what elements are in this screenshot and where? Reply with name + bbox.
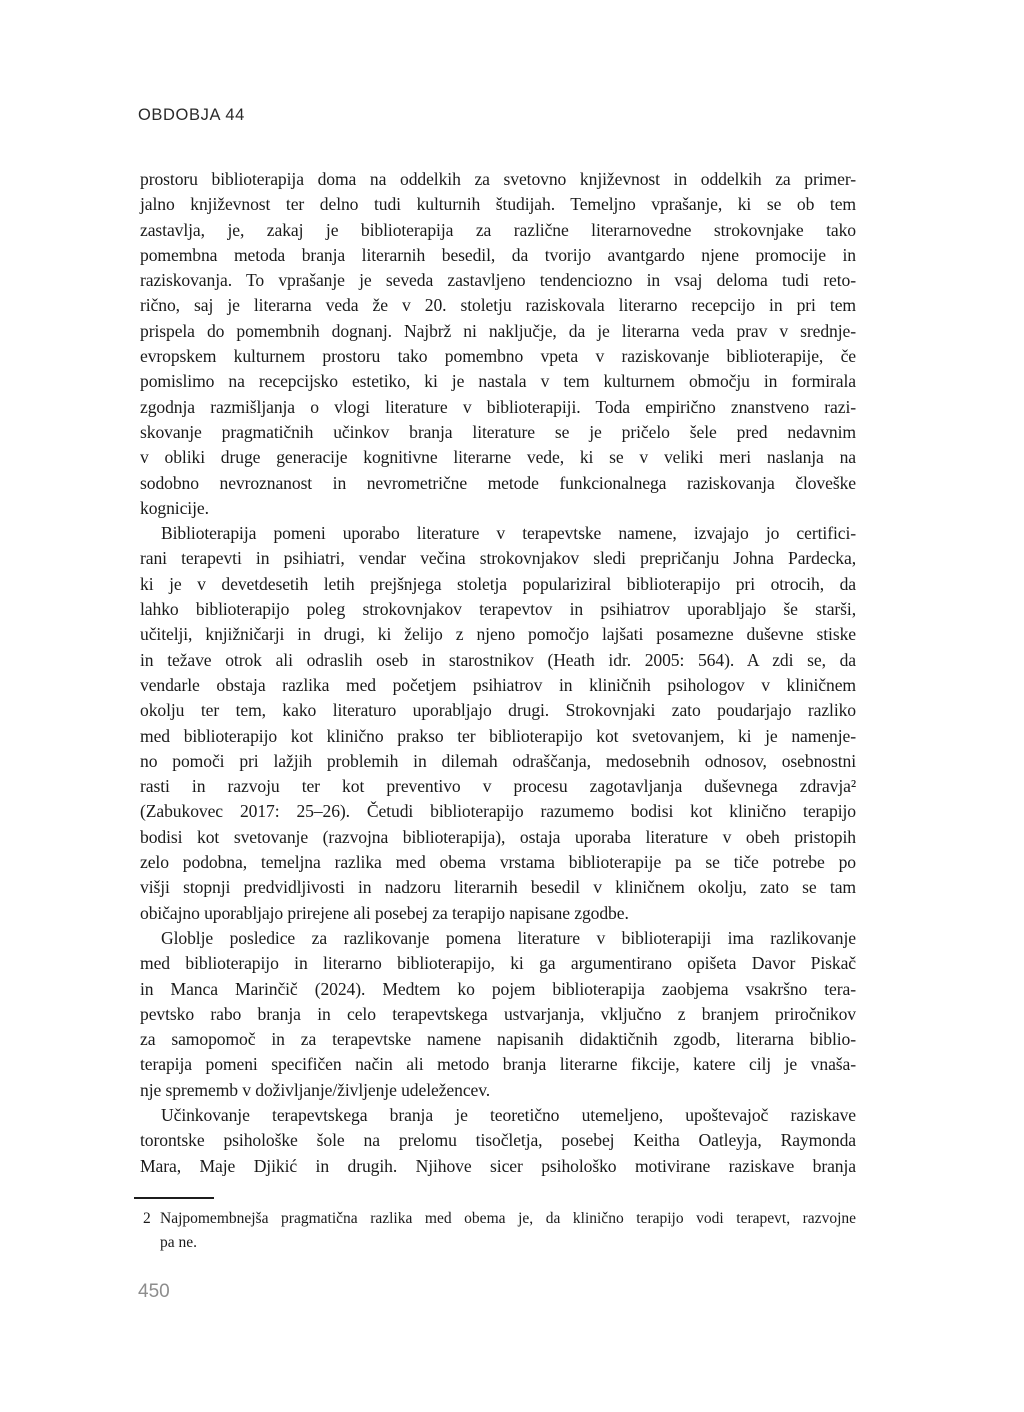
text-line: (Zabukovec 2017: 25–26). Četudi biblioterapijo razumemo bodisi kot klinično terapijo bbox=[140, 801, 856, 822]
text-line: zastavlja, je, zakaj je biblioterapija za različne literarnovedne strokovnjake tako bbox=[140, 219, 856, 240]
running-header: OBDOBJA 44 bbox=[138, 106, 245, 124]
text-line: ki je v devetdesetih letih prejšnjega stoletja populariziral biblioterapijo pri otrocih, da bbox=[140, 573, 856, 594]
text-line: rično, saj je literarna veda že v 20. stoletju raziskovala literarno recepcijo in pri tem bbox=[140, 295, 856, 316]
paragraph-4 bbox=[140, 1103, 856, 1179]
text-line: prostoru biblioterapija doma na oddelkih za svetovno književnost in oddelkih za primer- bbox=[140, 169, 856, 189]
footnote-text bbox=[140, 1207, 856, 1254]
text-line: rasti in razvoju ter kot preventivo v procesu zagotavljanja duševnega zdravja² bbox=[140, 776, 856, 797]
text-line: v obliki druge generacije kognitivne literarne vede, ki se v veliki meri naslanja na bbox=[140, 447, 856, 468]
text-line: nje sprememb v doživljanje/življenje udeležencev. bbox=[140, 1079, 491, 1100]
paragraph-1 bbox=[140, 167, 856, 521]
text-line: okolju ter tem, kako literaturo uporabljajo drugi. Strokovnjaki zato poudarjajo razliko bbox=[140, 700, 856, 721]
text-line: torontske psihološke šole na prelomu tisočletja, posebej Keitha Oatleyja, Raymonda bbox=[140, 1130, 856, 1151]
text-line: med biblioterapijo in literarno biblioterapijo, ki ga argumentirano opišeta Davor Piskač bbox=[140, 953, 856, 974]
text-line: vendarle obstaja razlika med početjem psihiatrov in kliničnih psihologov v kliničnem bbox=[140, 674, 856, 695]
text-line: kognicije. bbox=[140, 497, 209, 518]
text-line: skovanje pragmatičnih učinkov branja literature se je pričelo šele pred nedavnim bbox=[140, 421, 856, 442]
text-line: prispela do pomembnih dognanj. Najbrž ni naključje, da je literarna veda prav v srednje- bbox=[140, 320, 856, 341]
text-line: med biblioterapijo kot klinično prakso ter biblioterapijo kot svetovanjem, ki je namenje- bbox=[140, 725, 856, 746]
text-line: in Manca Marinčič (2024). Medtem ko pojem biblioterapija zaobjema vsakršno tera- bbox=[140, 978, 856, 999]
text-line: bodisi kot svetovanje (razvojna biblioterapija), ostaja uporaba literature v obeh pristopih bbox=[140, 826, 856, 847]
text-line: no pomoči pri lažjih problemih in dilemah odraščanja, medosebnih odnosov, osebnostni bbox=[140, 750, 856, 771]
text-line: Učinkovanje terapevtskega branja je teoretično utemeljeno, upoštevajoč raziskave bbox=[161, 1104, 856, 1125]
text-line: Mara, Maje Djikić in drugih. Njihove sicer psihološko motivirane raziskave branja bbox=[140, 1155, 856, 1176]
footnote-separator bbox=[134, 1197, 214, 1199]
text-line: višji stopnji predvidljivosti in nadzoru literarnih besedil v kliničnem okolju, zato se tam bbox=[140, 877, 856, 898]
paragraph-2 bbox=[140, 521, 856, 926]
body-text bbox=[140, 167, 856, 1179]
text-line: zgodnja razmišljanja o vlogi literature v biblioterapiji. Toda empirično znanstveno razi- bbox=[140, 396, 856, 417]
paragraph-3 bbox=[140, 926, 856, 1103]
text-line: raziskovanja. To vprašanje je seveda zastavljeno tendenciozno in vsaj deloma tudi reto- bbox=[140, 270, 856, 291]
text-line: Najpomembnejša pragmatična razlika med obema je, da klinično terapijo vodi terapevt, razvojne bbox=[160, 1210, 856, 1227]
text-line: učitelji, knjižničarji in drugi, ki želijo z njeno pomočjo lajšati posamezne duševne stiske bbox=[140, 624, 856, 645]
text-line: za samopomoč in za terapevtske namene napisanih didaktičnih zgodb, literarna biblio- bbox=[140, 1029, 856, 1050]
text-line: pevtsko rabo branja in celo terapevtskega ustvarjanja, vključno z branjem priročnikov bbox=[140, 1003, 856, 1024]
text-line: zelo podobna, temeljna razlika med obema vrstama biblioterapije pa se tiče potrebe po bbox=[140, 852, 856, 873]
text-line: pomislimo na recepcijsko estetiko, ki je nastala v tem kulturnem območju in formirala bbox=[140, 371, 856, 392]
page-number: 450 bbox=[138, 1281, 170, 1302]
text-line: Globlje posledice za razlikovanje pomena literature v biblioterapiji ima razlikovanje bbox=[161, 927, 856, 948]
text-line: in težave otrok ali odraslih oseb in starostnikov (Heath idr. 2005: 564). A zdi se, da bbox=[140, 649, 856, 670]
footnote bbox=[140, 1207, 856, 1254]
text-line: lahko biblioterapijo poleg strokovnjakov terapevtov in psihiatrov uporabljajo še starši, bbox=[140, 599, 856, 620]
footnote-number: 2 bbox=[143, 1210, 151, 1227]
text-line: sodobno nevroznanost in nevrometrične metode funkcionalnega raziskovanja človeške bbox=[140, 472, 856, 493]
text-line: običajno uporabljajo prirejene ali posebej za terapijo napisane zgodbe. bbox=[140, 902, 629, 923]
text-line: Biblioterapija pomeni uporabo literature v terapevtske namene, izvajajo jo certifici- bbox=[161, 523, 856, 544]
text-line: pa ne. bbox=[160, 1233, 198, 1251]
text-line: jalno književnost ter delno tudi kulturnih študijah. Temeljno vprašanje, ki se ob tem bbox=[140, 194, 856, 215]
text-line: pomembna metoda branja literarnih besedil, da tvorijo avantgardo njene promocije in bbox=[140, 244, 856, 265]
text-line: rani terapevti in psihiatri, vendar večina strokovnjakov sledi prepričanju Johna Pardecka, bbox=[140, 548, 856, 569]
text-line: evropskem kulturnem prostoru tako pomembno vpeta v raziskovanje biblioterapije, če bbox=[140, 346, 856, 367]
text-line: terapija pomeni specifičen način ali metodo branja literarne fikcije, katere cilj je vnaša- bbox=[140, 1054, 856, 1075]
